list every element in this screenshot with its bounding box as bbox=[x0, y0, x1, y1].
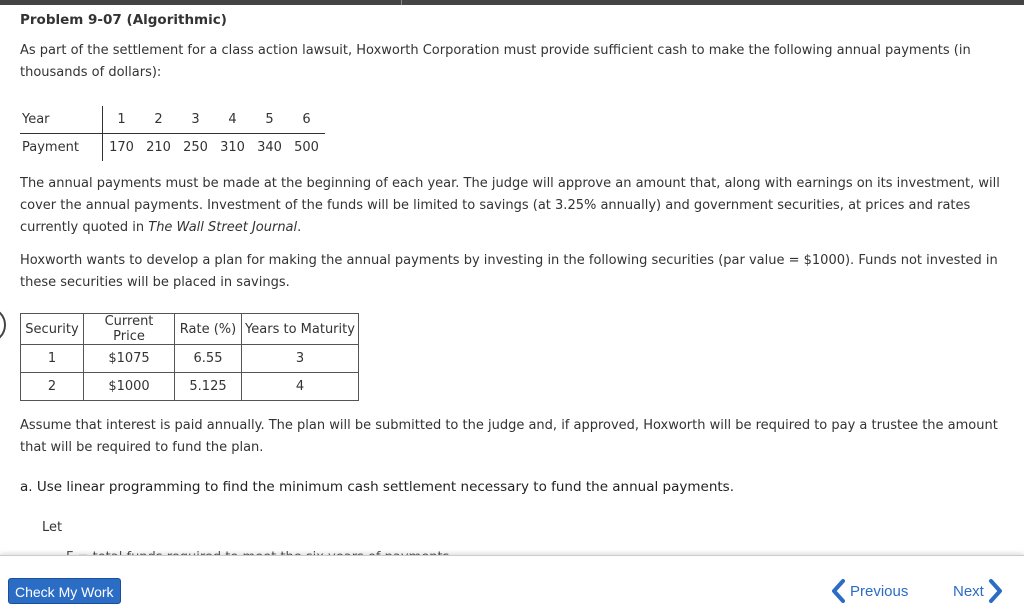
security-maturity: 3 bbox=[242, 345, 359, 373]
let-label: Let bbox=[42, 520, 63, 535]
payment-table bbox=[20, 106, 325, 161]
security-id: 2 bbox=[21, 373, 84, 401]
payment-row bbox=[20, 134, 325, 162]
year-cell: 1 bbox=[103, 106, 141, 134]
payment-cell: 250 bbox=[183, 140, 208, 155]
side-handle[interactable] bbox=[0, 307, 6, 343]
question-a: a. Use linear programming to find the minimum cash settlement necessary to fund the annual payments. bbox=[20, 479, 735, 495]
trustee-paragraph: Assume that interest is paid annually. The plan will be submitted to the judge and, if approved, Hoxworth will be required to pay a trustee the amount that will be required to fund the plan. bbox=[20, 418, 998, 455]
beginning-of-year-paragraph bbox=[20, 173, 1020, 239]
securities-table bbox=[20, 313, 359, 401]
security-id: 1 bbox=[21, 345, 84, 373]
security-price: $1000 bbox=[84, 373, 175, 401]
problem-content bbox=[20, 10, 1016, 535]
header-current-price: Current Price bbox=[84, 314, 175, 345]
journal-name: The Wall Street Journal bbox=[148, 220, 298, 235]
top-bar bbox=[0, 0, 1024, 5]
para2-end: . bbox=[297, 220, 302, 235]
intro-paragraph: As part of the settlement for a class action lawsuit, Hoxworth Corporation must provide sufficient cash to make the following annual payments (in thousands of dollars): bbox=[20, 43, 971, 80]
table-row bbox=[21, 373, 359, 401]
next-button[interactable] bbox=[953, 578, 1006, 604]
variable-definition bbox=[66, 547, 449, 555]
year-cell: 3 bbox=[177, 106, 214, 134]
year-cell: 6 bbox=[288, 106, 325, 134]
payment-cell: 500 bbox=[294, 140, 319, 155]
payment-cell: 210 bbox=[146, 140, 171, 155]
payment-cell: 310 bbox=[220, 140, 245, 155]
check-my-work-button[interactable]: Check My Work bbox=[8, 578, 121, 604]
securities-header-row bbox=[21, 314, 359, 345]
chevron-left-icon bbox=[828, 578, 850, 604]
security-rate: 5.125 bbox=[175, 373, 242, 401]
header-years-to-maturity: Years to Maturity bbox=[242, 314, 359, 345]
footer-bar bbox=[0, 555, 1024, 614]
header-rate: Rate (%) bbox=[175, 314, 242, 345]
header-security: Security bbox=[21, 314, 84, 345]
investment-plan-paragraph: Hoxworth wants to develop a plan for making the annual payments by investing in the following securities (par value = $1000). Funds not invested in these securities will be placed in savings. bbox=[20, 253, 998, 290]
year-row-label: Year bbox=[20, 106, 103, 134]
problem-title: Problem 9-07 (Algorithmic) bbox=[20, 12, 227, 28]
top-bar-divider bbox=[401, 0, 402, 5]
year-cell: 5 bbox=[251, 106, 288, 134]
previous-button[interactable] bbox=[828, 578, 908, 604]
security-rate: 6.55 bbox=[175, 345, 242, 373]
previous-label: Previous bbox=[850, 582, 909, 600]
payment-cell: 170 bbox=[109, 140, 134, 155]
year-cell: 2 bbox=[140, 106, 177, 134]
security-price: $1075 bbox=[84, 345, 175, 373]
next-label: Next bbox=[953, 582, 984, 600]
security-maturity: 4 bbox=[242, 373, 359, 401]
para2-text: The annual payments must be made at the beginning of each year. The judge will approve an amount that, along with earnings on its investment, will cover the annual payments. Investment of the funds will be limited to savings (at 3.25% annually) and government securities, at prices and rates currently quoted in bbox=[20, 176, 1000, 235]
payment-row-label: Payment bbox=[20, 134, 103, 162]
year-cell: 4 bbox=[214, 106, 251, 134]
payment-cell: 340 bbox=[257, 140, 282, 155]
table-row bbox=[21, 345, 359, 373]
year-row bbox=[20, 106, 325, 134]
chevron-right-icon bbox=[984, 578, 1006, 604]
